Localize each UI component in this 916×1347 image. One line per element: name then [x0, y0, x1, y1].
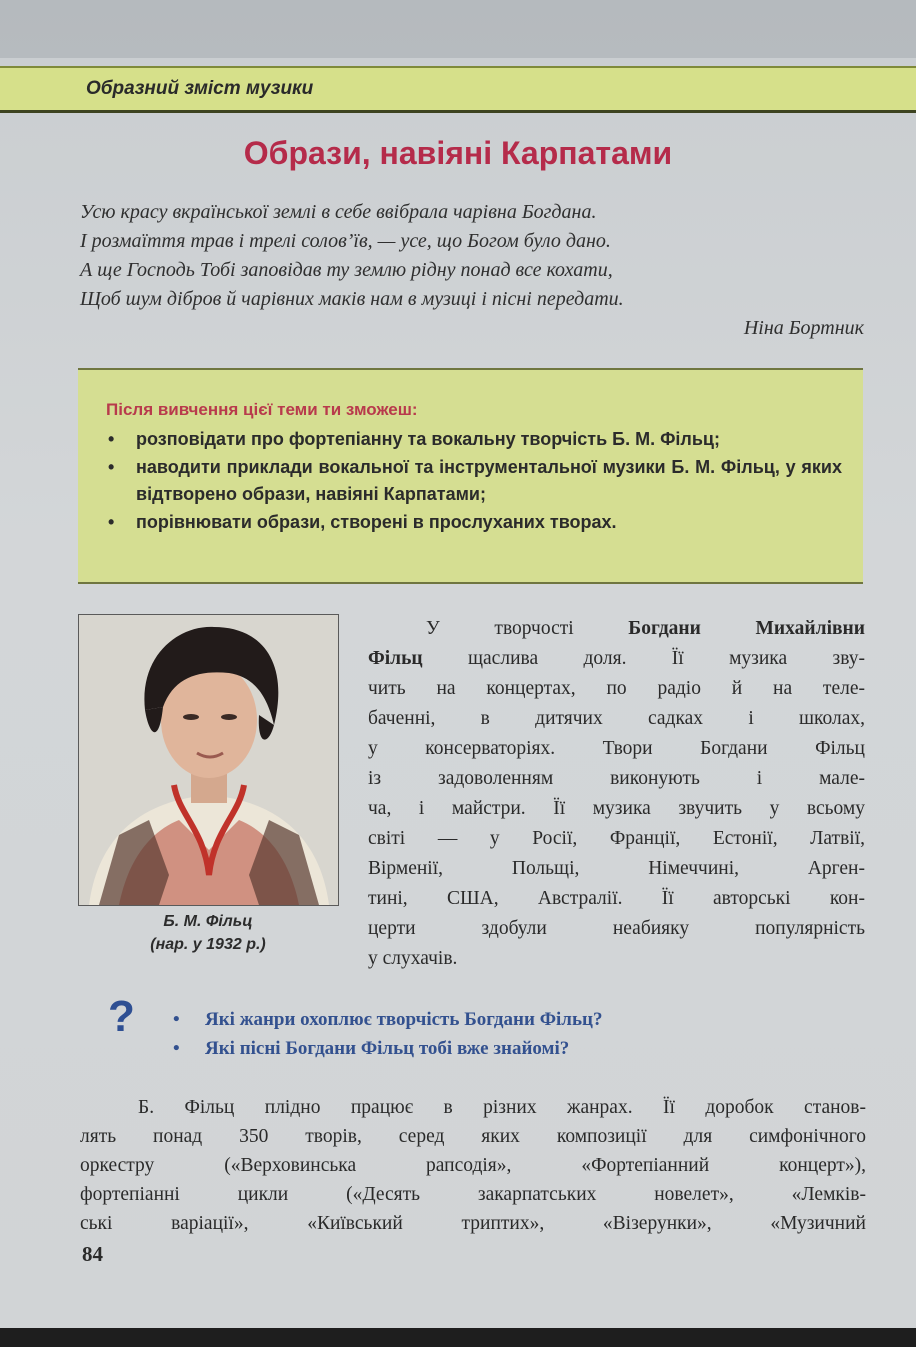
learning-goals-heading: Після вивчення цієї теми ти зможеш: [106, 400, 418, 419]
bio-line: тині, США, Австралії. Її авторські кон- [368, 888, 865, 909]
composer-portrait [78, 614, 339, 906]
body-line: фортепіанні цикли («Десять закарпатських новелет», «Лемків- [80, 1184, 866, 1205]
caption-name: Б. М. Фільц [163, 913, 253, 930]
question-mark-icon: ? [108, 992, 135, 1041]
page-bottom-edge [0, 1328, 916, 1347]
bio-line: баченні, в дитячих садках і школах, [368, 708, 865, 729]
bio-line: ча, і майстри. Її музика звучить у всьому [368, 798, 865, 819]
bio-text: У творчості [426, 618, 629, 639]
poem-line: Усю красу вкраїнської землі в себе ввібрала чарівна Богдана. [80, 201, 597, 223]
body-line: ські варіації», «Київський триптих», «Візерунки», «Музичний [80, 1213, 866, 1234]
learning-goal-item: • порівнювати образи, створені в прослуханих творах. [136, 509, 842, 536]
body-line: оркестру («Верховинська рапсодія», «Фортепіанний концерт»), [80, 1155, 866, 1176]
review-question: • Які пісні Богдани Фільц тобі вже знайомі? [205, 1034, 602, 1063]
review-question: • Які жанри охоплює творчість Богдани Фільц? [205, 1005, 602, 1034]
body-line: Б. Фільц плідно працює в різних жанрах. Її доробок станов- [138, 1097, 866, 1118]
page-top-shadow [0, 0, 916, 58]
portrait-caption [78, 910, 338, 956]
portrait-illustration [79, 615, 338, 905]
section-header: Образний зміст музики [86, 78, 314, 99]
biography-text [368, 614, 865, 974]
bio-line: із задоволенням виконують і мале- [368, 768, 865, 789]
poem-author: Ніна Бортник [743, 317, 864, 339]
bio-line: світі — у Росії, Франції, Естонії, Латвії, [368, 828, 865, 849]
bio-line: чить на концертах, по радіо й на теле- [368, 678, 865, 699]
composer-name: Богдани Михайлівни [628, 618, 866, 639]
poem-line: І розмаїття трав і трелі солов’їв, — усе, що Богом було дано. [80, 230, 611, 252]
bio-line: у консерваторіях. Твори Богдани Фільц [368, 738, 865, 759]
review-questions [205, 1005, 602, 1063]
learning-goal-item: • розповідати про фортепіанну та вокальну творчість Б. М. Фільц; [136, 426, 842, 453]
page-number: 84 [82, 1242, 103, 1266]
bio-line: у слухачів. [368, 948, 458, 969]
learning-goals-list [136, 426, 842, 537]
section-header-band [0, 66, 916, 113]
caption-dates: (нар. у 1932 р.) [150, 936, 266, 953]
body-paragraph [80, 1093, 866, 1238]
learning-goals-box [78, 368, 863, 584]
poem-line: Щоб шум дібров й чарівних маків нам в музиці і пісні передати. [80, 288, 624, 310]
bio-text: щаслива доля. Її музика зву- [422, 648, 865, 669]
bio-line: Вірменії, Польщі, Німеччині, Арген- [368, 858, 865, 879]
learning-goal-item: • наводити приклади вокальної та інструментальної музики Б. М. Фільц, у яких відтворено образи, навіяні Карпатами; [136, 454, 842, 508]
poem-line: А ще Господь Тобі заповідав ту землю рідну понад все кохати, [80, 259, 613, 281]
epigraph-poem [80, 198, 870, 343]
bio-line [368, 614, 865, 644]
page-title: Образи, навіяні Карпатами [243, 135, 673, 171]
composer-surname: Фільц [368, 648, 423, 669]
bio-line: церти здобули неабияку популярність [368, 918, 865, 939]
body-line: лять понад 350 творів, серед яких композиції для симфонічного [80, 1126, 866, 1147]
bio-line [368, 644, 865, 674]
